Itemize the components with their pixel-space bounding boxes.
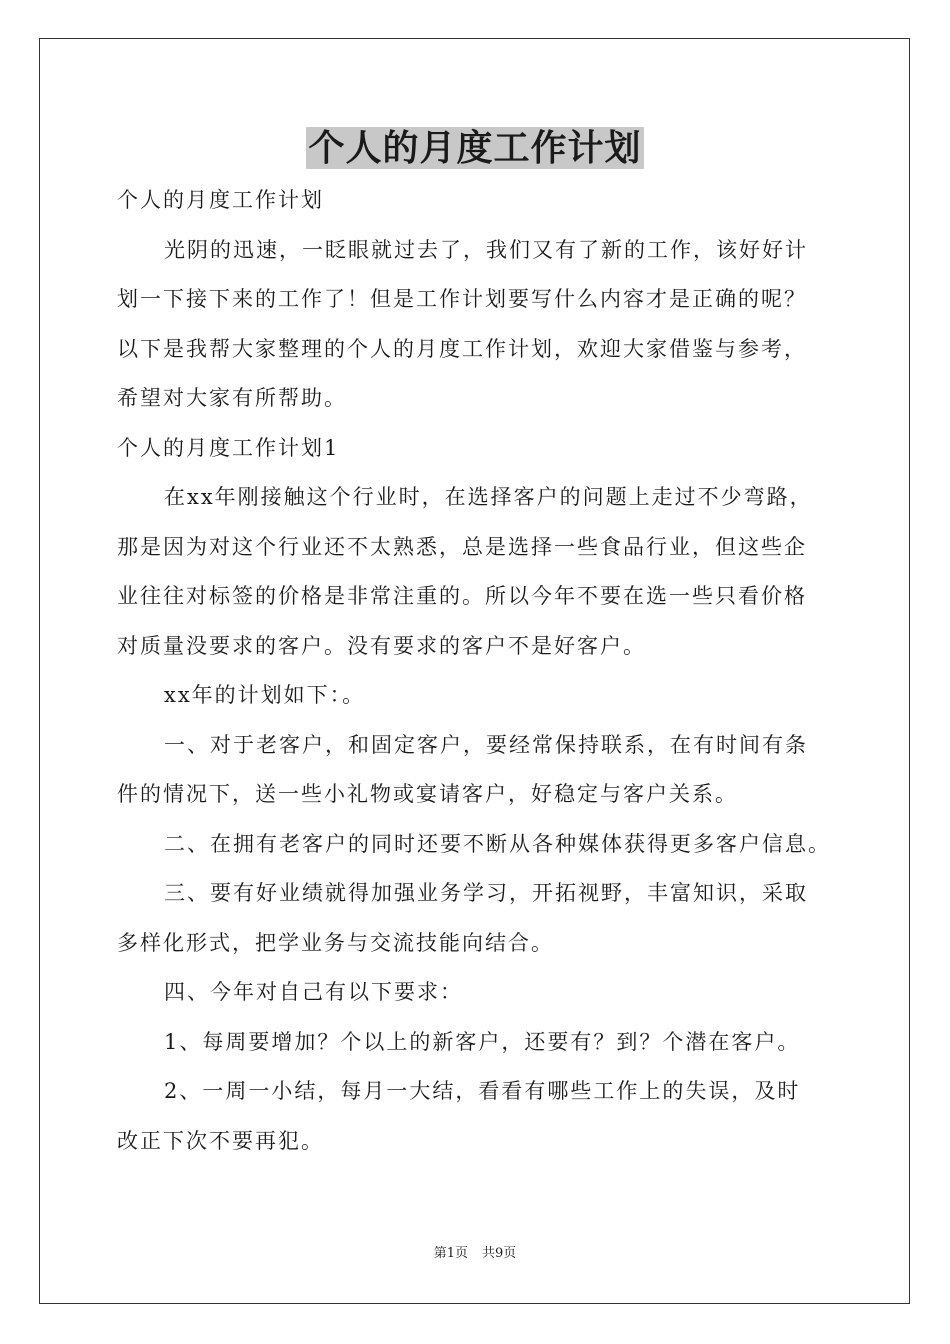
requirement-line: 2、一周一小结，每月一大结，看看有哪些工作上的失误，及时 <box>164 1079 801 1103</box>
plan-item-line: 二、在拥有老客户的同时还要不断从各种媒体获得更多客户信息。 <box>164 831 831 856</box>
paragraph-line: 对质量没要求的客户。没有要求的客户不是好客户。 <box>117 633 646 658</box>
page-number-current: 第1页 <box>433 1246 468 1261</box>
subtitle-line: 个人的月度工作计划 <box>117 188 324 212</box>
requirement-line: 改正下次不要再犯。 <box>117 1128 324 1153</box>
plan-item-line: 件的情况下，送一些小礼物或宴请客户，好稳定与客户关系。 <box>117 782 738 806</box>
document-body <box>117 176 847 1166</box>
intro-paragraph-line: 希望对大家有所帮助。 <box>117 386 347 410</box>
intro-paragraph-line: 光阴的迅速，一眨眼就过去了，我们又有了新的工作，该好好计 <box>164 237 808 262</box>
paragraph-line: 业往往对标签的价格是非常注重的。所以今年不要在选一些只看价格 <box>117 584 807 608</box>
section-heading: 个人的月度工作计划1 <box>117 435 340 460</box>
requirement-line: 1、每周要增加？个以上的新客户，还要有？到？个潜在客户。 <box>164 1029 801 1054</box>
document-title-text: 个人的月度工作计划 <box>308 127 642 169</box>
plan-intro-line: xx年的计划如下：。 <box>164 683 366 707</box>
document-title <box>0 122 950 174</box>
page-number-total: 共9页 <box>482 1246 517 1261</box>
plan-item-line: 三、要有好业绩就得加强业务学习，开拓视野，丰富知识，采取 <box>164 881 808 905</box>
page-footer <box>0 1244 950 1264</box>
paragraph-line: 那是因为对这个行业还不太熟悉，总是选择一些食品行业，但这些企 <box>117 534 807 559</box>
intro-paragraph-line: 以下是我帮大家整理的个人的月度工作计划，欢迎大家借鉴与参考， <box>117 336 807 361</box>
plan-item-line: 四、今年对自己有以下要求： <box>164 980 463 1004</box>
intro-paragraph-line: 划一下接下来的工作了！但是工作计划要写什么内容才是正确的呢？ <box>117 287 807 311</box>
paragraph-line: 在xx年刚接触这个行业时，在选择客户的问题上走过不少弯路， <box>164 485 813 509</box>
plan-item-line: 一、对于老客户，和固定客户，要经常保持联系，在有时间有条 <box>164 732 808 757</box>
plan-item-line: 多样化形式，把学业务与交流技能向结合。 <box>117 930 554 955</box>
